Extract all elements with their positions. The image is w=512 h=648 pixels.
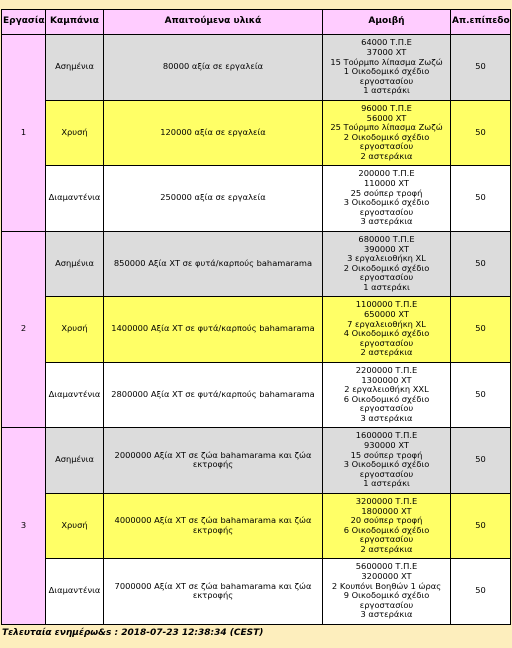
materials-cell: 80000 αξία σε εργαλεία: [104, 35, 323, 101]
table-row: [2, 559, 511, 625]
reward-line: 1 αστεράκι: [363, 478, 410, 489]
reward-line: 2200000 Τ.Π.Ε: [355, 364, 418, 375]
reward-line: 3 Οικοδομικό σχέδιο: [343, 459, 430, 470]
header-row: [2, 10, 511, 35]
reward-line: εργοστασίου: [359, 534, 414, 545]
header-reward: Αμοιβή: [323, 10, 451, 35]
header-level: Απ.επίπεδο: [451, 10, 511, 35]
reward-cell: [323, 428, 451, 494]
table-row: [2, 100, 511, 166]
materials-cell: 1400000 Αξία XT σε φυτά/καρπούς bahamarama: [104, 297, 323, 363]
campaign-cell: Ασημένια: [46, 428, 104, 494]
reward-cell: [323, 166, 451, 232]
reward-line: 15 σούπερ τροφή: [350, 449, 423, 460]
reward-line: 1 αστεράκι: [363, 281, 410, 292]
reward-line: εργοστασίου: [359, 206, 414, 217]
reward-line: 2 Οικοδομικό σχέδιο: [343, 131, 430, 142]
campaign-cell: Διαμαντένια: [46, 362, 104, 428]
reward-line: 25 Τούρμπο λίπασμα Ζωζώ: [330, 122, 443, 133]
level-cell: 50: [451, 559, 511, 625]
reward-line: 7 εργαλειοθήκη XL: [347, 318, 426, 329]
reward-cell: [323, 297, 451, 363]
reward-cell: [323, 35, 451, 101]
reward-line: 1100000 Τ.Π.Ε: [355, 299, 418, 310]
reward-line: εργοστασίου: [359, 599, 414, 610]
reward-line: 15 Τούρμπο λίπασμα Ζωζώ: [330, 56, 443, 67]
level-cell: 50: [451, 362, 511, 428]
reward-line: εργοστασίου: [359, 272, 414, 283]
reward-line: 3 Οικοδομικό σχέδιο: [343, 197, 430, 208]
header-task: Εργασία: [2, 10, 46, 35]
table-row: [2, 231, 511, 297]
reward-line: 2 αστεράκια: [360, 150, 413, 161]
reward-line: 1 αστεράκι: [363, 85, 410, 96]
reward-line: 390000 XT: [364, 243, 409, 254]
table-row: [2, 362, 511, 428]
reward-line: 3200000 XT: [361, 571, 412, 582]
materials-cell: 4000000 Αξία XT σε ζώα bahamarama και ζώα εκτροφής: [104, 493, 323, 559]
level-cell: 50: [451, 100, 511, 166]
reward-line: 20 σούπερ τροφή: [350, 515, 423, 526]
reward-line: 650000 XT: [364, 309, 409, 320]
materials-cell: 120000 αξία σε εργαλεία: [104, 100, 323, 166]
table-row: [2, 35, 511, 101]
materials-cell: 250000 αξία σε εργαλεία: [104, 166, 323, 232]
reward-cell: [323, 559, 451, 625]
materials-cell: 850000 Αξία XT σε φυτά/καρπούς bahamarama: [104, 231, 323, 297]
level-cell: 50: [451, 428, 511, 494]
reward-line: 9 Οικοδομικό σχέδιο: [343, 590, 430, 601]
rewards-table: [1, 9, 511, 625]
reward-line: 3 αστεράκια: [360, 412, 413, 423]
reward-line: 37000 XT: [366, 47, 407, 58]
reward-line: 3 αστεράκια: [360, 216, 413, 227]
reward-line: 1800000 XT: [361, 505, 412, 516]
reward-line: 3 εργαλειοθήκη XL: [347, 253, 426, 264]
reward-line: 680000 Τ.Π.Ε: [358, 233, 415, 244]
reward-cell: [323, 493, 451, 559]
materials-cell: 7000000 Αξία XT σε ζώα bahamarama και ζώα εκτροφής: [104, 559, 323, 625]
reward-line: 2 αστεράκια: [360, 347, 413, 358]
reward-line: 1300000 XT: [361, 374, 412, 385]
reward-line: 2 εργαλειοθήκη XXL: [344, 384, 429, 395]
level-cell: 50: [451, 297, 511, 363]
campaign-cell: Ασημένια: [46, 35, 104, 101]
reward-line: 3 αστεράκια: [360, 609, 413, 620]
table-row: [2, 493, 511, 559]
level-cell: 50: [451, 35, 511, 101]
reward-line: 2 Οικοδομικό σχέδιο: [343, 262, 430, 273]
reward-cell: [323, 362, 451, 428]
table-row: [2, 297, 511, 363]
last-updated: Τελευταία ενημέρω&s : 2018-07-23 12:38:34 (CEST): [2, 628, 264, 638]
reward-line: 2 αστεράκια: [360, 543, 413, 554]
table-row: [2, 166, 511, 232]
header-materials: Απαιτούμενα υλικά: [104, 10, 323, 35]
reward-line: 4 Οικοδομικό σχέδιο: [343, 328, 430, 339]
reward-line: 25 σούπερ τροφή: [350, 187, 423, 198]
level-cell: 50: [451, 231, 511, 297]
reward-line: 64000 Τ.Π.Ε: [361, 37, 412, 48]
reward-line: 110000 XT: [364, 178, 409, 189]
campaign-cell: Χρυσή: [46, 493, 104, 559]
materials-cell: 2800000 Αξία XT σε φυτά/καρπούς bahamarama: [104, 362, 323, 428]
campaign-cell: Διαμαντένια: [46, 559, 104, 625]
reward-line: 56000 XT: [366, 112, 407, 123]
reward-line: 6 Οικοδομικό σχέδιο: [343, 393, 430, 404]
reward-line: 6 Οικοδομικό σχέδιο: [343, 524, 430, 535]
campaign-cell: Χρυσή: [46, 297, 104, 363]
campaign-cell: Ασημένια: [46, 231, 104, 297]
reward-line: 96000 Τ.Π.Ε: [361, 102, 412, 113]
reward-line: 1 Οικοδομικό σχέδιο: [343, 66, 430, 77]
table-row: [2, 428, 511, 494]
reward-line: εργοστασίου: [359, 337, 414, 348]
reward-line: 1600000 Τ.Π.Ε: [355, 430, 418, 441]
reward-line: εργοστασίου: [359, 403, 414, 414]
header-campaign: Καμπάνια: [46, 10, 104, 35]
level-cell: 50: [451, 166, 511, 232]
reward-cell: [323, 231, 451, 297]
reward-line: 930000 XT: [364, 440, 409, 451]
reward-line: 2 Κουπόνι Βοηθών 1 ώρας: [331, 580, 442, 591]
campaign-cell: Διαμαντένια: [46, 166, 104, 232]
reward-line: εργοστασίου: [359, 75, 414, 86]
reward-line: 200000 Τ.Π.Ε: [358, 168, 415, 179]
task-number: 3: [2, 428, 46, 625]
task-number: 2: [2, 231, 46, 428]
level-cell: 50: [451, 493, 511, 559]
reward-line: 3200000 Τ.Π.Ε: [355, 495, 418, 506]
materials-cell: 2000000 Αξία XT σε ζώα bahamarama και ζώα εκτροφής: [104, 428, 323, 494]
reward-line: εργοστασίου: [359, 468, 414, 479]
reward-line: 5600000 Τ.Π.Ε: [355, 561, 418, 572]
reward-cell: [323, 100, 451, 166]
reward-line: εργοστασίου: [359, 141, 414, 152]
campaign-cell: Χρυσή: [46, 100, 104, 166]
task-number: 1: [2, 35, 46, 232]
